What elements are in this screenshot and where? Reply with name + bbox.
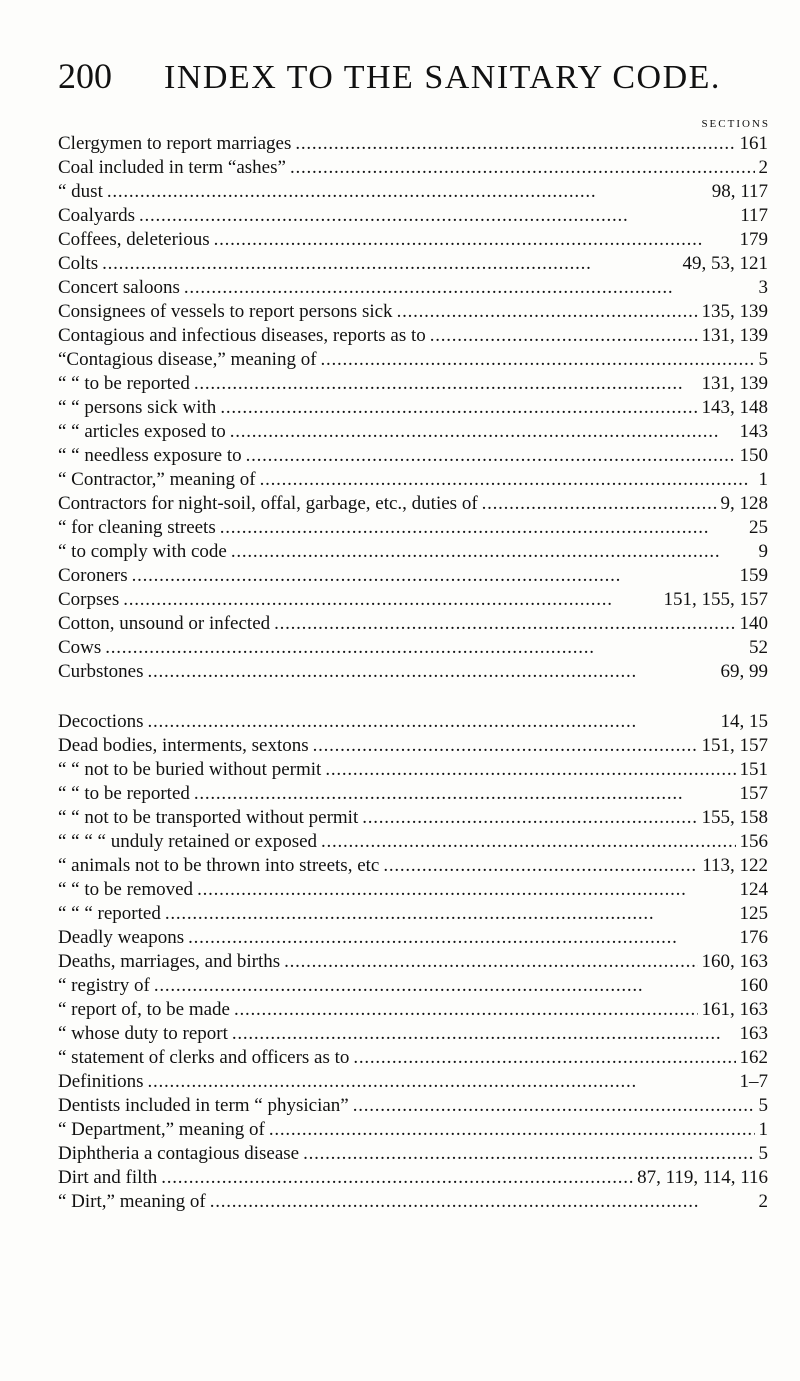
entry-term: Deaths, marriages, and births xyxy=(58,951,281,972)
entry-section-refs: 2 xyxy=(758,1191,768,1212)
dot-leader xyxy=(102,252,678,276)
dot-leader xyxy=(194,782,736,806)
entry-section-refs: 179 xyxy=(739,229,768,250)
entry-section-refs: 9, 128 xyxy=(720,493,768,514)
index-entry xyxy=(58,564,768,588)
index-entry xyxy=(58,1094,768,1118)
dot-leader xyxy=(313,734,698,758)
index-entry xyxy=(58,492,768,516)
index-entry xyxy=(58,588,768,612)
entry-term: “ registry of xyxy=(58,975,150,996)
dot-leader xyxy=(231,540,755,564)
index-entry xyxy=(58,468,768,492)
entry-section-refs: 160 xyxy=(739,975,768,996)
entry-term: “ Contractor,” meaning of xyxy=(58,469,256,490)
dot-leader xyxy=(139,204,736,228)
entry-section-refs: 140 xyxy=(739,613,768,634)
dot-leader xyxy=(321,830,735,854)
entry-term: “ “ needless exposure to xyxy=(58,445,242,466)
dot-leader xyxy=(105,636,745,660)
index-entry xyxy=(58,204,768,228)
index-entry xyxy=(58,516,768,540)
index-entry xyxy=(58,998,768,1022)
dot-leader xyxy=(295,132,735,156)
entry-section-refs: 1–7 xyxy=(739,1071,768,1092)
index-entry xyxy=(58,1166,768,1190)
index-entry xyxy=(58,444,768,468)
index-entry xyxy=(58,854,768,878)
entry-term: Curbstones xyxy=(58,661,144,682)
entry-section-refs: 52 xyxy=(749,637,768,658)
entry-term: Concert saloons xyxy=(58,277,180,298)
entry-term: Decoctions xyxy=(58,711,144,732)
entry-term: “ to comply with code xyxy=(58,541,227,562)
entry-section-refs: 157 xyxy=(739,783,768,804)
entry-section-refs: 151, 157 xyxy=(701,735,768,756)
dot-leader xyxy=(397,300,698,324)
dot-leader xyxy=(246,444,736,468)
entry-section-refs: 155, 158 xyxy=(701,807,768,828)
index-entry xyxy=(58,782,768,806)
dot-leader xyxy=(260,468,755,492)
index-entry xyxy=(58,300,768,324)
index-entry xyxy=(58,348,768,372)
dot-leader xyxy=(132,564,736,588)
entry-term: Dentists included in term “ physician” xyxy=(58,1095,349,1116)
sections-column-label: SECTIONS xyxy=(701,118,770,130)
entry-section-refs: 113, 122 xyxy=(702,855,768,876)
index-entry xyxy=(58,758,768,782)
entry-term: Dead bodies, interments, sextons xyxy=(58,735,309,756)
index-entry xyxy=(58,926,768,950)
index-entry xyxy=(58,156,768,180)
entry-section-refs: 1 xyxy=(758,469,768,490)
entry-section-refs: 87, 119, 114, 116 xyxy=(637,1167,768,1188)
dot-leader xyxy=(210,1190,755,1214)
entry-section-refs: 135, 139 xyxy=(701,301,768,322)
dot-leader xyxy=(269,1118,755,1142)
dot-leader xyxy=(325,758,735,782)
entry-section-refs: 143, 148 xyxy=(701,397,768,418)
dot-leader xyxy=(353,1046,735,1070)
dot-leader xyxy=(353,1094,755,1118)
entry-term: “ “ not to be buried without permit xyxy=(58,759,322,780)
entry-section-refs: 9 xyxy=(758,541,768,562)
entry-term: Clergymen to report marriages xyxy=(58,133,292,154)
entry-term: Coroners xyxy=(58,565,128,586)
dot-leader xyxy=(220,396,697,420)
dot-leader xyxy=(154,974,736,998)
dot-leader xyxy=(230,420,736,444)
dot-leader xyxy=(161,1166,633,1190)
index-entry xyxy=(58,1190,768,1214)
dot-leader xyxy=(123,588,659,612)
entry-section-refs: 151, 155, 157 xyxy=(663,589,768,610)
dot-leader xyxy=(220,516,745,540)
index-entry xyxy=(58,1022,768,1046)
dot-leader xyxy=(184,276,755,300)
entry-section-refs: 5 xyxy=(758,1143,768,1164)
entry-term: Coalyards xyxy=(58,205,136,226)
index-entry xyxy=(58,540,768,564)
dot-leader xyxy=(274,612,735,636)
entry-term: “ dust xyxy=(58,181,103,202)
entry-term: Coal included in term “ashes” xyxy=(58,157,286,178)
entry-term: “ Dirt,” meaning of xyxy=(58,1191,206,1212)
index-entry xyxy=(58,396,768,420)
dot-leader xyxy=(194,372,698,396)
index-entry xyxy=(58,950,768,974)
entry-term: “ statement of clerks and officers as to xyxy=(58,1047,350,1068)
entry-section-refs: 151 xyxy=(739,759,768,780)
page-header xyxy=(58,55,748,97)
entry-section-refs: 5 xyxy=(758,1095,768,1116)
dot-leader xyxy=(482,492,717,516)
index-entry xyxy=(58,372,768,396)
dot-leader xyxy=(188,926,735,950)
entry-section-refs: 5 xyxy=(758,349,768,370)
dot-leader xyxy=(107,180,708,204)
entry-term: “ whose duty to report xyxy=(58,1023,228,1044)
entry-section-refs: 69, 99 xyxy=(720,661,768,682)
entry-section-refs: 160, 163 xyxy=(701,951,768,972)
entry-section-refs: 176 xyxy=(739,927,768,948)
entry-term: “Contagious disease,” meaning of xyxy=(58,349,317,370)
index-entry xyxy=(58,276,768,300)
index-entry xyxy=(58,806,768,830)
dot-leader xyxy=(234,998,698,1022)
index-entry xyxy=(58,612,768,636)
entry-term: Diphtheria a contagious disease xyxy=(58,1143,300,1164)
entry-section-refs: 3 xyxy=(758,277,768,298)
index-entry xyxy=(58,132,768,156)
index-entry xyxy=(58,1118,768,1142)
running-title: INDEX TO THE SANITARY CODE. xyxy=(164,59,721,96)
entry-section-refs: 150 xyxy=(739,445,768,466)
entry-section-refs: 161, 163 xyxy=(701,999,768,1020)
entry-term: “ “ “ “ unduly retained or exposed xyxy=(58,831,318,852)
entry-term: Cotton, unsound or infected xyxy=(58,613,271,634)
index-entry xyxy=(58,420,768,444)
entry-term: Dirt and filth xyxy=(58,1167,158,1188)
entry-section-refs: 124 xyxy=(739,879,768,900)
dot-leader xyxy=(147,710,716,734)
index-entry xyxy=(58,1046,768,1070)
dot-leader xyxy=(321,348,755,372)
entry-section-refs: 159 xyxy=(739,565,768,586)
dot-leader xyxy=(148,660,717,684)
entry-term: “ for cleaning streets xyxy=(58,517,216,538)
dot-leader xyxy=(214,228,736,252)
entry-section-refs: 49, 53, 121 xyxy=(682,253,768,274)
entry-section-refs: 156 xyxy=(739,831,768,852)
entry-section-refs: 117 xyxy=(740,205,768,226)
index-entry xyxy=(58,228,768,252)
dot-leader xyxy=(362,806,697,830)
entry-section-refs: 131, 139 xyxy=(701,373,768,394)
index-entry xyxy=(58,974,768,998)
dot-leader xyxy=(232,1022,736,1046)
entry-section-refs: 1 xyxy=(758,1119,768,1140)
entry-term: “ Department,” meaning of xyxy=(58,1119,265,1140)
entry-term: Coffees, deleterious xyxy=(58,229,210,250)
entry-term: Colts xyxy=(58,253,99,274)
index-entry xyxy=(58,734,768,758)
dot-leader xyxy=(148,1070,736,1094)
entry-term: “ “ to be reported xyxy=(58,783,190,804)
entry-term: Contagious and infectious diseases, reports as to xyxy=(58,325,426,346)
entry-term: “ “ persons sick with xyxy=(58,397,217,418)
dot-leader xyxy=(430,324,698,348)
index-entries xyxy=(58,132,768,1214)
index-entry xyxy=(58,902,768,926)
dot-leader xyxy=(383,854,698,878)
index-entry xyxy=(58,252,768,276)
index-entry xyxy=(58,830,768,854)
group-separator xyxy=(58,684,768,710)
entry-section-refs: 25 xyxy=(749,517,768,538)
dot-leader xyxy=(290,156,755,180)
entry-section-refs: 2 xyxy=(758,157,768,178)
entry-term: Contractors for night-soil, offal, garbage, etc., duties of xyxy=(58,493,478,514)
entry-section-refs: 143 xyxy=(739,421,768,442)
entry-term: “ “ to be reported xyxy=(58,373,190,394)
entry-term: Deadly weapons xyxy=(58,927,185,948)
entry-term: “ “ to be removed xyxy=(58,879,194,900)
entry-section-refs: 98, 117 xyxy=(711,181,768,202)
page-number: 200 xyxy=(58,56,112,96)
entry-term: Corpses xyxy=(58,589,120,610)
entry-term: “ animals not to be thrown into streets, etc xyxy=(58,855,380,876)
entry-section-refs: 163 xyxy=(739,1023,768,1044)
index-entry xyxy=(58,180,768,204)
index-entry xyxy=(58,660,768,684)
entry-section-refs: 125 xyxy=(739,903,768,924)
entry-term: “ “ articles exposed to xyxy=(58,421,226,442)
entry-term: “ “ not to be transported without permit xyxy=(58,807,359,828)
entry-section-refs: 131, 139 xyxy=(701,325,768,346)
entry-section-refs: 162 xyxy=(739,1047,768,1068)
index-entry xyxy=(58,1070,768,1094)
entry-term: Cows xyxy=(58,637,102,658)
index-entry xyxy=(58,636,768,660)
index-entry xyxy=(58,1142,768,1166)
dot-leader xyxy=(303,1142,754,1166)
entry-section-refs: 14, 15 xyxy=(720,711,768,732)
entry-term: Definitions xyxy=(58,1071,144,1092)
index-entry xyxy=(58,324,768,348)
entry-section-refs: 161 xyxy=(739,133,768,154)
dot-leader xyxy=(197,878,735,902)
entry-term: Consignees of vessels to report persons sick xyxy=(58,301,393,322)
index-entry xyxy=(58,878,768,902)
dot-leader xyxy=(284,950,697,974)
entry-term: “ report of, to be made xyxy=(58,999,230,1020)
dot-leader xyxy=(165,902,736,926)
index-entry xyxy=(58,710,768,734)
entry-term: “ “ “ reported xyxy=(58,903,161,924)
